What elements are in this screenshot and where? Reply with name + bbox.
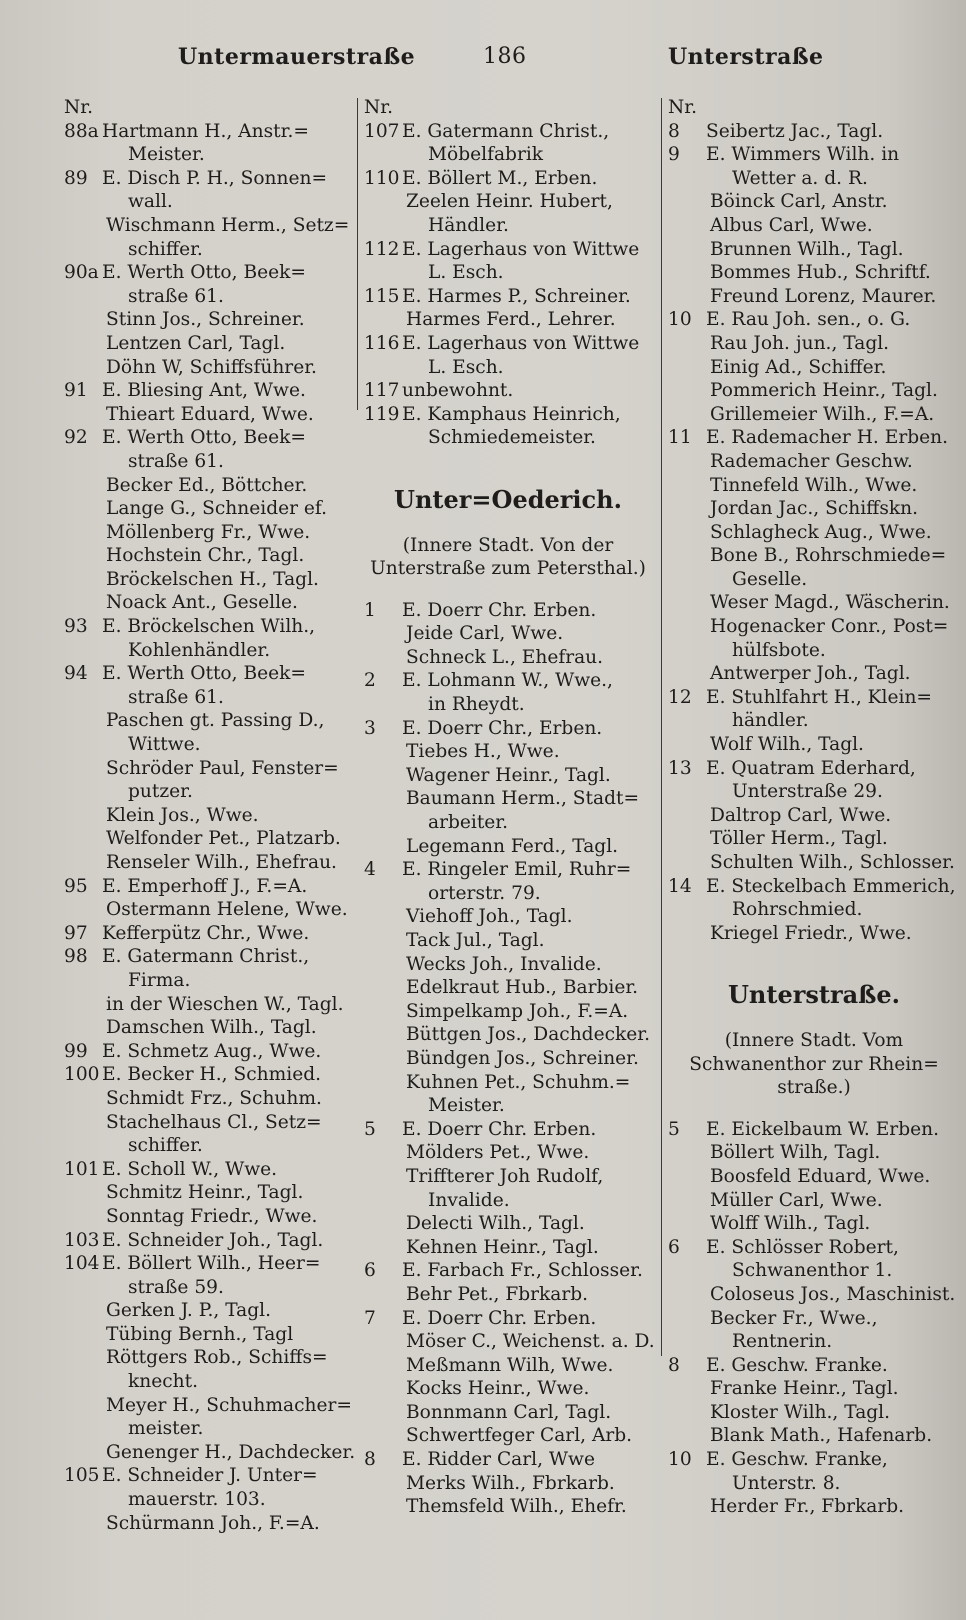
column-rule-right bbox=[661, 98, 662, 1356]
resident-text: E. Schmetz Aug., Wwe. bbox=[102, 1040, 322, 1062]
house-entry bbox=[364, 120, 652, 144]
entry-continuation: arbeiter. bbox=[428, 812, 509, 834]
house-entry bbox=[64, 1063, 356, 1087]
entry-continuation: L. Esch. bbox=[428, 262, 504, 284]
resident-entry: Antwerper Joh., Tagl. bbox=[710, 663, 911, 685]
house-entry bbox=[364, 717, 652, 741]
house-number: 91 bbox=[64, 380, 88, 402]
resident-entry: Bommes Hub., Schriftf. bbox=[710, 262, 931, 284]
entry-continuation: L. Esch. bbox=[428, 356, 504, 378]
resident-text: E. Geschw. Franke. bbox=[706, 1354, 888, 1376]
entry-continuation: Unterstr. 8. bbox=[732, 1472, 841, 1494]
section-title: Unter=Oederich. bbox=[394, 484, 622, 514]
resident-entry: Schulten Wilh., Schlosser. bbox=[710, 852, 955, 873]
house-number: 2 bbox=[364, 670, 376, 692]
resident-entry: Lentzen Carl, Tagl. bbox=[106, 332, 286, 354]
resident-entry: Noack Ant., Geselle. bbox=[106, 592, 298, 614]
resident-entry: Harmes Ferd., Lehrer. bbox=[406, 309, 616, 331]
resident-entry: Böllert Wilh, Tagl. bbox=[710, 1142, 881, 1164]
entry-continuation: straße 61. bbox=[128, 686, 224, 708]
resident-text: E. Emperhoff J., F.=A. bbox=[102, 875, 308, 897]
resident-entry: Bonnmann Carl, Tagl. bbox=[406, 1401, 612, 1423]
section-title: Unterstraße. bbox=[727, 980, 901, 1010]
resident-entry: Meyer H., Schuhmacher= bbox=[106, 1394, 352, 1416]
house-number: 89 bbox=[64, 167, 88, 189]
resident-entry: Schneck L., Ehefrau. bbox=[406, 646, 604, 668]
column-2 bbox=[364, 96, 655, 1519]
house-number: 5 bbox=[364, 1118, 376, 1140]
entry-continuation: Rohrschmied. bbox=[732, 899, 863, 921]
resident-text: E. Werth Otto, Beek= bbox=[102, 663, 306, 685]
resident-entry: Edelkraut Hub., Barbier. bbox=[406, 977, 639, 999]
resident-entry: Viehoff Joh., Tagl. bbox=[406, 906, 573, 928]
resident-text: E. Rademacher H. Erben. bbox=[706, 427, 949, 449]
resident-text: Seibertz Jac., Tagl. bbox=[706, 120, 884, 142]
resident-entry: Brunnen Wilh., Tagl. bbox=[710, 238, 904, 260]
entry-continuation: Unterstraße 29. bbox=[732, 781, 883, 803]
house-number: 119 bbox=[364, 403, 400, 425]
resident-entry: Jordan Jac., Schiffskn. bbox=[710, 498, 919, 520]
resident-entry: Schröder Paul, Fenster= bbox=[106, 757, 339, 779]
house-entry bbox=[64, 379, 356, 403]
house-number: 4 bbox=[364, 859, 376, 881]
entry-continuation: Firma. bbox=[128, 969, 191, 991]
resident-entry: Mölders Pet., Wwe. bbox=[406, 1142, 590, 1164]
resident-entry: Röttgers Rob., Schiffs= bbox=[106, 1347, 328, 1369]
section-subtitle: Schwanenthor zur Rhein= bbox=[689, 1053, 939, 1075]
entry-continuation: schiffer. bbox=[128, 1135, 203, 1157]
resident-entry: Böinck Carl, Anstr. bbox=[710, 191, 888, 213]
house-number: 6 bbox=[364, 1260, 376, 1282]
house-number: 12 bbox=[668, 686, 692, 708]
resident-text: E. Bliesing Ant, Wwe. bbox=[102, 380, 306, 402]
house-number: 13 bbox=[668, 757, 692, 779]
section-gap bbox=[668, 1100, 960, 1118]
section-subtitle: straße.) bbox=[777, 1077, 851, 1099]
house-entry bbox=[364, 332, 652, 356]
resident-entry: Legemann Ferd., Tagl. bbox=[406, 835, 619, 857]
house-entry bbox=[364, 1118, 652, 1142]
house-number: 88a bbox=[64, 120, 99, 142]
resident-entry: Tack Jul., Tagl. bbox=[406, 930, 545, 951]
resident-entry: Möser C., Weichenst. a. D. bbox=[406, 1331, 655, 1353]
resident-entry: Klein Jos., Wwe. bbox=[106, 804, 259, 826]
resident-entry: Delecti Wilh., Tagl. bbox=[406, 1213, 585, 1235]
resident-entry: Möllenberg Fr., Wwe. bbox=[106, 521, 311, 543]
house-entry bbox=[64, 662, 356, 686]
house-entry bbox=[364, 1259, 652, 1283]
house-entry bbox=[668, 308, 960, 332]
resident-entry: Kriegel Friedr., Wwe. bbox=[710, 922, 912, 944]
house-entry bbox=[364, 858, 652, 882]
resident-entry: Behr Pet., Fbrkarb. bbox=[406, 1283, 589, 1305]
resident-entry: Schmidt Frz., Schuhm. bbox=[106, 1087, 322, 1109]
resident-entry: Themsfeld Wilh., Ehefr. bbox=[406, 1496, 627, 1518]
resident-entry: Paschen gt. Passing D., bbox=[106, 710, 325, 732]
resident-text: E. Doerr Chr. Erben. bbox=[402, 599, 597, 621]
resident-text: Hartmann H., Anstr.= bbox=[102, 120, 309, 142]
house-entry bbox=[668, 1354, 960, 1378]
resident-entry: Blank Math., Hafenarb. bbox=[710, 1425, 933, 1447]
house-entry bbox=[364, 285, 652, 309]
resident-entry: Kocks Heinr., Wwe. bbox=[406, 1378, 590, 1400]
house-entry bbox=[668, 143, 960, 167]
house-number: 99 bbox=[64, 1040, 88, 1062]
house-entry bbox=[668, 1118, 960, 1142]
entry-continuation: straße 59. bbox=[128, 1276, 224, 1298]
resident-text: E. Kamphaus Heinrich, bbox=[402, 403, 621, 425]
entry-continuation: Kohlenhändler. bbox=[128, 639, 271, 661]
entry-continuation: Geselle. bbox=[732, 568, 808, 590]
resident-text: E. Gatermann Christ., bbox=[102, 946, 310, 968]
running-head-left: Untermauerstraße bbox=[178, 44, 416, 70]
resident-entry: Rademacher Geschw. bbox=[710, 450, 913, 472]
resident-entry: Damschen Wilh., Tagl. bbox=[106, 1017, 317, 1039]
resident-text: E. Lagerhaus von Wittwe bbox=[402, 332, 640, 354]
entry-continuation: wall. bbox=[128, 191, 173, 213]
resident-text: E. Wimmers Wilh. in bbox=[706, 144, 900, 166]
resident-text: E. Disch P. H., Sonnen= bbox=[102, 167, 328, 189]
house-entry bbox=[64, 426, 356, 450]
resident-entry: Franke Heinr., Tagl. bbox=[710, 1378, 899, 1400]
house-entry bbox=[668, 757, 960, 781]
resident-text: E. Ridder Carl, Wwe bbox=[402, 1449, 595, 1471]
house-entry bbox=[364, 403, 652, 427]
house-entry bbox=[668, 120, 960, 144]
resident-entry: Wagener Heinr., Tagl. bbox=[406, 764, 611, 786]
house-number: 90a bbox=[64, 262, 99, 284]
entry-continuation: mauerstr. 103. bbox=[128, 1489, 266, 1511]
house-entry bbox=[64, 615, 356, 639]
house-number: 110 bbox=[364, 167, 400, 189]
resident-text: E. Lohmann W., Wwe., bbox=[402, 670, 613, 692]
resident-text: E. Eickelbaum W. Erben. bbox=[706, 1118, 939, 1140]
resident-text: E. Schneider J. Unter= bbox=[102, 1465, 318, 1487]
resident-text: E. Steckelbach Emmerich, bbox=[706, 875, 956, 897]
resident-entry: Kuhnen Pet., Schuhm.= bbox=[406, 1071, 631, 1093]
resident-text: E. Böllert Wilh., Heer= bbox=[102, 1253, 321, 1275]
resident-entry: Stachelhaus Cl., Setz= bbox=[106, 1111, 322, 1133]
house-number: 14 bbox=[668, 875, 692, 897]
column-nr-label: Nr. bbox=[364, 97, 394, 118]
entry-continuation: orterstr. 79. bbox=[428, 882, 541, 904]
house-entry bbox=[364, 238, 652, 262]
house-entry bbox=[668, 686, 960, 710]
resident-entry: Merks Wilh., Fbrkarb. bbox=[406, 1472, 615, 1494]
resident-entry: Döhn W, Schiffsführer. bbox=[106, 356, 317, 378]
resident-entry: Schwertfeger Carl, Arb. bbox=[406, 1425, 633, 1447]
resident-entry: Schlagheck Aug., Wwe. bbox=[710, 521, 932, 543]
house-entry bbox=[668, 426, 960, 450]
house-entry bbox=[64, 1464, 356, 1488]
column-rule-left bbox=[357, 98, 358, 410]
resident-text: E. Geschw. Franke, bbox=[706, 1449, 888, 1471]
resident-entry: Welfonder Pet., Platzarb. bbox=[106, 828, 341, 850]
resident-entry: Büttgen Jos., Dachdecker. bbox=[406, 1024, 651, 1046]
resident-entry: Bündgen Jos., Schreiner. bbox=[406, 1047, 639, 1069]
house-number: 10 bbox=[668, 309, 692, 331]
resident-entry: Thieart Eduard, Wwe. bbox=[106, 403, 314, 425]
house-entry bbox=[364, 669, 652, 693]
page-number: 186 bbox=[483, 44, 527, 69]
section-subtitle: Unterstraße zum Petersthal.) bbox=[370, 558, 646, 580]
resident-entry: Herder Fr., Fbrkarb. bbox=[710, 1496, 905, 1518]
house-entry bbox=[668, 1236, 960, 1260]
resident-entry: Zeelen Heinr. Hubert, bbox=[406, 191, 613, 213]
house-entry bbox=[64, 1040, 356, 1064]
house-entry bbox=[64, 120, 356, 144]
house-entry bbox=[64, 945, 356, 969]
resident-entry: Kehnen Heinr., Tagl. bbox=[406, 1236, 599, 1258]
resident-entry: Ostermann Helene, Wwe. bbox=[106, 899, 348, 921]
resident-entry: Schürmann Joh., F.=A. bbox=[106, 1512, 320, 1534]
entry-continuation: Wetter a. d. R. bbox=[732, 167, 868, 189]
resident-text: E. Scholl W., Wwe. bbox=[102, 1158, 278, 1180]
house-number: 8 bbox=[668, 1354, 680, 1376]
entry-continuation: Schwanenthor 1. bbox=[732, 1260, 893, 1282]
column-nr-label: Nr. bbox=[668, 97, 698, 118]
house-number: 1 bbox=[364, 599, 376, 621]
house-number: 103 bbox=[64, 1229, 100, 1251]
house-entry bbox=[364, 1307, 652, 1331]
house-number: 9 bbox=[668, 144, 680, 166]
entry-continuation: putzer. bbox=[128, 781, 193, 803]
house-number: 94 bbox=[64, 663, 88, 685]
entry-continuation: Meister. bbox=[128, 144, 205, 166]
entry-continuation: Meister. bbox=[428, 1095, 505, 1117]
house-number: 107 bbox=[364, 120, 400, 142]
house-number: 3 bbox=[364, 717, 376, 739]
resident-entry: Müller Carl, Wwe. bbox=[710, 1189, 883, 1211]
resident-entry: Bone B., Rohrschmiede= bbox=[710, 545, 947, 567]
entry-continuation: straße 61. bbox=[128, 450, 224, 472]
house-number: 10 bbox=[668, 1449, 692, 1471]
resident-entry: Hogenacker Conr., Post= bbox=[710, 616, 949, 638]
house-entry bbox=[64, 261, 356, 285]
resident-text: E. Bröckelschen Wilh., bbox=[102, 616, 316, 638]
resident-entry: Wolf Wilh., Tagl. bbox=[710, 734, 864, 756]
house-number: 5 bbox=[668, 1118, 680, 1140]
resident-entry: Coloseus Jos., Maschinist. bbox=[710, 1283, 956, 1305]
resident-entry: Wischmann Herm., Setz= bbox=[106, 214, 350, 236]
resident-text: E. Doerr Chr. Erben. bbox=[402, 1307, 597, 1329]
resident-text: unbewohnt. bbox=[402, 380, 514, 402]
resident-entry: Hochstein Chr., Tagl. bbox=[106, 545, 305, 567]
entry-continuation: straße 61. bbox=[128, 285, 224, 307]
resident-text: E. Werth Otto, Beek= bbox=[102, 262, 306, 284]
resident-entry: Freund Lorenz, Maurer. bbox=[710, 285, 937, 307]
resident-entry: Schmitz Heinr., Tagl. bbox=[106, 1182, 304, 1204]
resident-entry: Wecks Joh., Invalide. bbox=[406, 953, 602, 975]
resident-entry: Albus Carl, Wwe. bbox=[710, 214, 873, 236]
house-number: 8 bbox=[668, 120, 680, 142]
entry-continuation: Invalide. bbox=[428, 1189, 510, 1211]
house-entry bbox=[668, 1448, 960, 1472]
entry-continuation: in Rheydt. bbox=[428, 694, 525, 716]
entry-continuation: Schmiedemeister. bbox=[428, 427, 596, 449]
resident-entry: Renseler Wilh., Ehefrau. bbox=[106, 852, 337, 873]
resident-entry: Gerken J. P., Tagl. bbox=[106, 1300, 272, 1322]
house-entry bbox=[64, 1229, 356, 1253]
resident-entry: Rau Joh. jun., Tagl. bbox=[710, 332, 890, 354]
column-1 bbox=[64, 96, 356, 1535]
entry-continuation: meister. bbox=[128, 1418, 204, 1440]
house-number: 93 bbox=[64, 616, 88, 638]
resident-entry: Becker Ed., Böttcher. bbox=[106, 474, 308, 496]
house-entry bbox=[668, 875, 960, 899]
resident-text: Kefferpütz Chr., Wwe. bbox=[102, 922, 310, 944]
resident-text: E. Farbach Fr., Schlosser. bbox=[402, 1260, 643, 1282]
resident-text: E. Schneider Joh., Tagl. bbox=[102, 1229, 324, 1251]
resident-text: E. Doerr Chr., Erben. bbox=[402, 717, 603, 739]
resident-text: E. Quatram Ederhard, bbox=[706, 757, 916, 779]
column-3 bbox=[668, 96, 960, 1519]
resident-entry: Tinnefeld Wilh., Wwe. bbox=[710, 474, 918, 496]
house-number: 105 bbox=[64, 1465, 100, 1487]
entry-continuation: hülfsbote. bbox=[732, 639, 826, 661]
house-number: 92 bbox=[64, 427, 88, 449]
resident-entry: Töller Herm., Tagl. bbox=[710, 828, 888, 850]
house-entry bbox=[64, 922, 356, 946]
house-number: 7 bbox=[364, 1307, 376, 1329]
entry-continuation: knecht. bbox=[128, 1371, 199, 1393]
house-entry bbox=[364, 167, 652, 191]
house-number: 101 bbox=[64, 1158, 100, 1180]
resident-entry: Kloster Wilh., Tagl. bbox=[710, 1401, 891, 1423]
resident-entry: Genenger H., Dachdecker. bbox=[106, 1441, 356, 1463]
resident-text: E. Böllert M., Erben. bbox=[402, 167, 598, 189]
resident-entry: Simpelkamp Joh., F.=A. bbox=[406, 1000, 629, 1022]
house-entry bbox=[64, 167, 356, 191]
resident-entry: Bröckelschen H., Tagl. bbox=[106, 568, 319, 590]
resident-text: E. Harmes P., Schreiner. bbox=[402, 285, 631, 307]
section-subtitle: (Innere Stadt. Von der bbox=[402, 534, 614, 556]
resident-entry: in der Wieschen W., Tagl. bbox=[106, 993, 344, 1015]
resident-text: E. Doerr Chr. Erben. bbox=[402, 1118, 597, 1140]
entry-continuation: schiffer. bbox=[128, 238, 203, 260]
house-number: 98 bbox=[64, 946, 88, 968]
resident-text: E. Ringeler Emil, Ruhr= bbox=[402, 859, 632, 881]
entry-continuation: händler. bbox=[732, 710, 809, 732]
entry-continuation: Rentnerin. bbox=[732, 1331, 833, 1353]
resident-text: E. Gatermann Christ., bbox=[402, 120, 610, 142]
resident-entry: Pommerich Heinr., Tagl. bbox=[710, 380, 938, 402]
section-gap bbox=[364, 581, 652, 599]
resident-entry: Tübing Bernh., Tagl bbox=[106, 1323, 294, 1345]
resident-text: E. Becker H., Schmied. bbox=[102, 1064, 322, 1086]
resident-text: E. Werth Otto, Beek= bbox=[102, 427, 306, 449]
resident-entry: Boosfeld Eduard, Wwe. bbox=[710, 1165, 931, 1187]
resident-entry: Jeide Carl, Wwe. bbox=[406, 623, 564, 645]
house-number: 104 bbox=[64, 1253, 100, 1275]
house-entry bbox=[364, 599, 652, 623]
house-number: 112 bbox=[364, 238, 400, 260]
house-number: 100 bbox=[64, 1064, 100, 1086]
resident-entry: Daltrop Carl, Wwe. bbox=[710, 804, 892, 826]
running-head-right: Unterstraße bbox=[668, 44, 824, 70]
resident-entry: Stinn Jos., Schreiner. bbox=[106, 309, 305, 331]
resident-entry: Becker Fr., Wwe., bbox=[710, 1307, 878, 1329]
house-number: 6 bbox=[668, 1236, 680, 1258]
resident-text: E. Stuhlfahrt H., Klein= bbox=[706, 686, 933, 708]
house-number: 95 bbox=[64, 875, 88, 897]
section-subtitle: (Innere Stadt. Vom bbox=[724, 1029, 904, 1051]
house-number: 115 bbox=[364, 285, 400, 307]
house-entry bbox=[364, 379, 652, 403]
house-number: 8 bbox=[364, 1449, 376, 1471]
house-entry bbox=[64, 1252, 356, 1276]
entry-continuation: Wittwe. bbox=[128, 734, 201, 756]
resident-text: E. Schlösser Robert, bbox=[706, 1236, 899, 1258]
resident-entry: Wolff Wilh., Tagl. bbox=[710, 1213, 871, 1235]
resident-entry: Baumann Herm., Stadt= bbox=[406, 788, 640, 810]
house-number: 116 bbox=[364, 332, 400, 354]
resident-text: E. Rau Joh. sen., o. G. bbox=[706, 309, 911, 331]
column-nr-label: Nr. bbox=[64, 97, 94, 118]
resident-entry: Lange G., Schneider ef. bbox=[106, 498, 328, 520]
resident-entry: Meßmann Wilh, Wwe. bbox=[406, 1354, 614, 1376]
house-number: 11 bbox=[668, 427, 692, 449]
page-header bbox=[0, 44, 966, 84]
resident-entry: Weser Magd., Wäscherin. bbox=[710, 592, 950, 614]
house-number: 117 bbox=[364, 380, 400, 402]
entry-continuation: Möbelfabrik bbox=[428, 144, 544, 166]
house-entry bbox=[364, 1448, 652, 1472]
house-entry bbox=[64, 1158, 356, 1182]
house-entry bbox=[64, 875, 356, 899]
resident-entry: Tiebes H., Wwe. bbox=[406, 741, 560, 763]
resident-entry: Triffterer Joh Rudolf, bbox=[406, 1165, 604, 1187]
resident-entry: Sonntag Friedr., Wwe. bbox=[106, 1205, 318, 1227]
entry-continuation: Händler. bbox=[428, 214, 509, 236]
resident-text: E. Lagerhaus von Wittwe bbox=[402, 238, 640, 260]
house-number: 97 bbox=[64, 922, 88, 944]
resident-entry: Einig Ad., Schiffer. bbox=[710, 356, 887, 378]
resident-entry: Grillemeier Wilh., F.=A. bbox=[710, 403, 935, 425]
